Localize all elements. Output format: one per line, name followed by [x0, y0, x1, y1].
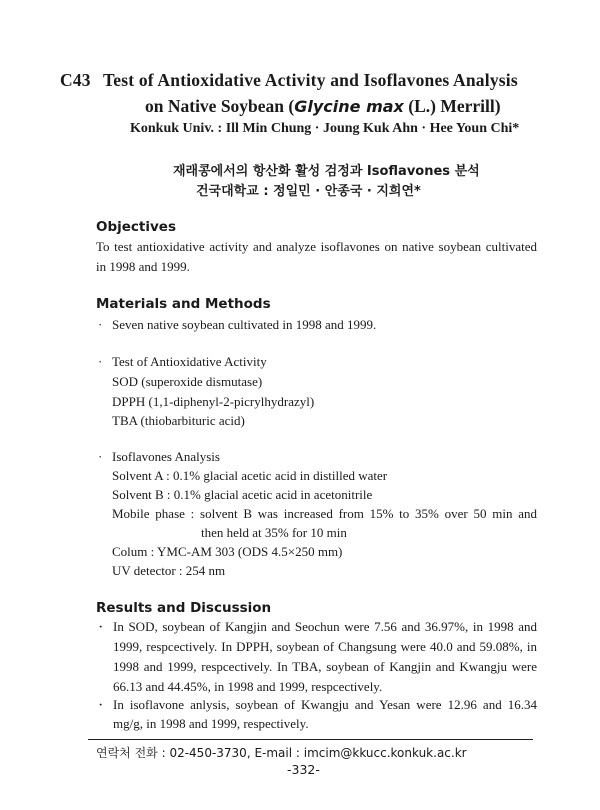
- page-number: -332-: [287, 762, 320, 777]
- column-spec: Colum : YMC-AM 303 (ODS 4.5×250 mm): [112, 544, 343, 559]
- methods-heading: Materials and Methods: [96, 296, 271, 312]
- bullet: ·: [98, 317, 103, 332]
- solvent-b: Solvent B : 0.1% glacial acetic acid in acetonitrile: [112, 487, 373, 502]
- results-line: 1998 and 1999, respcectively. In TBA, soybean of Kangjin and Kwangju were: [113, 659, 537, 674]
- mobile-phase-line-1: Mobile phase : solvent B was increased from 15% to 35% over 50 min and: [112, 506, 537, 521]
- mobile-phase-line-2: then held at 35% for 10 min: [201, 525, 347, 540]
- footer-divider: [88, 739, 533, 740]
- species-name: Glycine max: [294, 97, 404, 116]
- antioxidative-title: · Test of Antioxidative Activity: [98, 354, 267, 369]
- bullet: ·: [98, 697, 104, 714]
- results-line: 66.13 and 44.45%, in 1998 and 1999, respcectively.: [113, 679, 383, 694]
- abstract-code: C43: [60, 70, 91, 90]
- method-sod: SOD (superoxide dismutase): [112, 374, 263, 389]
- objectives-line-2: in 1998 and 1999.: [96, 259, 190, 274]
- method-dpph: DPPH (1,1-diphenyl-2-picrylhydrazyl): [112, 394, 315, 409]
- bullet: ·: [98, 449, 103, 464]
- objectives-heading: Objectives: [96, 219, 176, 235]
- title-line-1: Test of Antioxidative Activity and Isoflavones Analysis: [103, 70, 518, 90]
- results-line: In isoflavone anlysis, soybean of Kwangju and Yesan were 12.96 and 16.34: [113, 697, 537, 712]
- title-korean: 재래콩에서의 항산화 활성 검정과 Isoflavones 분석: [173, 164, 480, 179]
- bullet: ·: [98, 354, 103, 369]
- methods-item-samples: · Seven native soybean cultivated in 1998 and 1999.: [98, 317, 377, 332]
- results-line: 1999, respcectively. In DPPH, soybean of Changsung were 40.0 and 59.08%, in: [113, 639, 537, 654]
- solvent-a: Solvent A : 0.1% glacial acetic acid in distilled water: [112, 468, 388, 483]
- title-line-2: on Native Soybean (Glycine max (L.) Merrill): [145, 96, 501, 116]
- bullet: ·: [98, 619, 104, 636]
- results-heading: Results and Discussion: [96, 600, 272, 616]
- authors-korean: 건국대학교 : 정일민 · 안종국 · 지희연*: [196, 184, 421, 199]
- isoflavones-title: · Isoflavones Analysis: [98, 449, 220, 464]
- method-tba: TBA (thiobarbituric acid): [112, 413, 245, 428]
- results-line: mg/g, in 1998 and 1999, respectively.: [113, 716, 309, 731]
- objectives-line-1: To test antioxidative activity and analyze isoflavones on native soybean cultivated: [96, 239, 537, 254]
- contact-info: 연락처 전화 : 02-450-3730, E-mail : imcim@kkucc.konkuk.ac.kr: [96, 746, 467, 760]
- authors-english: Konkuk Univ. : Ill Min Chung · Joung Kuk Ahn · Hee Youn Chi*: [130, 121, 520, 136]
- uv-detector: UV detector : 254 nm: [112, 563, 226, 578]
- results-line: In SOD, soybean of Kangjin and Seochun were 7.56 and 36.97%, in 1998 and: [113, 619, 537, 634]
